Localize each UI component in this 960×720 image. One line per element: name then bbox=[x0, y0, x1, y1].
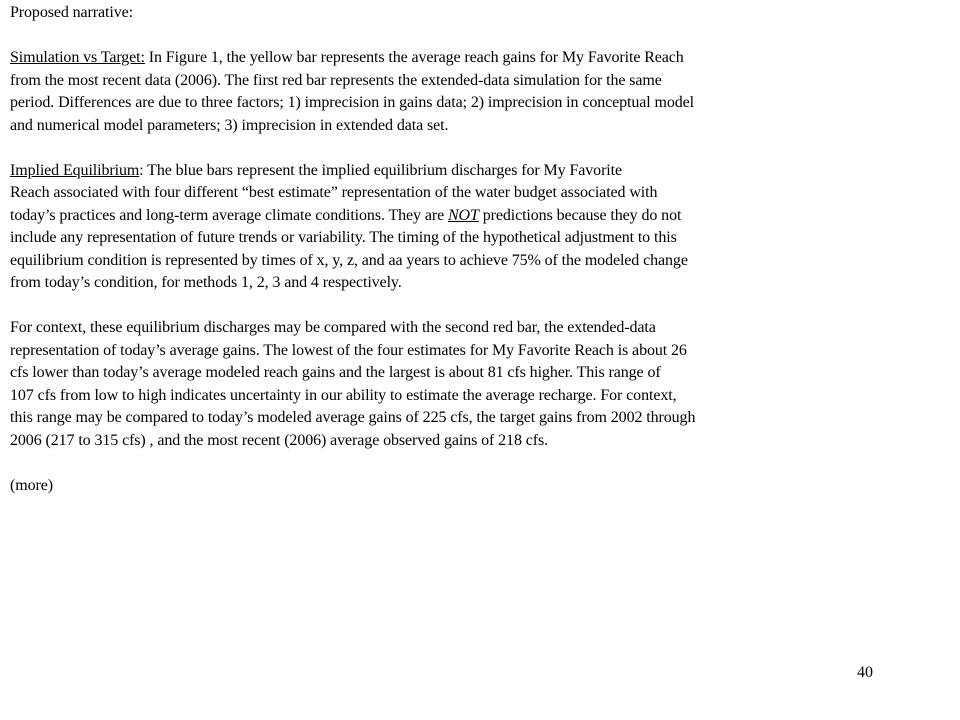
paragraph-line: equilibrium condition is represented by times of x, y, z, and aa years to achieve 75% of the modeled change bbox=[10, 251, 688, 269]
paragraph-line bbox=[10, 205, 840, 228]
paragraph-text: predictions because they do not bbox=[478, 206, 682, 224]
paragraph-line: this range may be compared to today’s modeled average gains of 225 cfs, the target gains from 2002 through bbox=[10, 409, 696, 426]
paragraph-line: include any representation of future trends or variability. The timing of the hypothetical adjustment to this bbox=[10, 229, 677, 246]
spacer bbox=[10, 295, 840, 318]
paragraph-line: and numerical model parameters; 3) imprecision in extended data set. bbox=[10, 116, 449, 134]
paragraph-text: today’s practices and long-term average climate conditions. They are bbox=[10, 206, 448, 224]
paragraph-text: : The blue bars represent the implied equilibrium discharges for My Favorite bbox=[139, 161, 623, 179]
paragraph-line: from today’s condition, for methods 1, 2, 3 and 4 respectively. bbox=[10, 274, 402, 291]
paragraph-line: 107 cfs from low to high indicates uncertainty in our ability to estimate the average recharge. For context, bbox=[10, 386, 677, 404]
implied-equilibrium-paragraph bbox=[10, 160, 840, 295]
paragraph-line: from the most recent data (2006). The first red bar represents the extended-data simulation for the same bbox=[10, 71, 662, 89]
paragraph-line: representation of today’s average gains. The lowest of the four estimates for My Favorite Reach is about 26 bbox=[10, 341, 687, 359]
emphasis-not: NOT bbox=[447, 206, 479, 224]
paragraph-line: period. Differences are due to three factors; 1) imprecision in gains data; 2) imprecision in conceptual model bbox=[10, 94, 695, 111]
paragraph-line: 2006 (217 to 315 cfs) , and the most recent (2006) average observed gains of 218 cfs. bbox=[10, 431, 549, 449]
spacer bbox=[10, 25, 840, 48]
context-paragraph bbox=[10, 317, 840, 452]
heading: Proposed narrative: bbox=[10, 4, 133, 21]
paragraph-text: In Figure 1, the yellow bar represents the average reach gains for My Favorite Reach bbox=[144, 49, 684, 66]
section-label-implied-equilibrium: Implied Equilibrium bbox=[10, 161, 140, 179]
page-number: 40 bbox=[857, 664, 873, 681]
paragraph-line bbox=[10, 47, 840, 70]
slide-body bbox=[10, 2, 840, 497]
paragraph-line: cfs lower than today’s average modeled reach gains and the largest is about 81 cfs higher. This range of bbox=[10, 364, 661, 381]
paragraph-line: Reach associated with four different “best estimate” representation of the water budget associated with bbox=[10, 184, 658, 201]
spacer bbox=[10, 137, 840, 160]
paragraph-line: For context, these equilibrium discharges may be compared with the second red bar, the extended-data bbox=[10, 319, 656, 336]
section-label-simulation-vs-target: Simulation vs Target: bbox=[10, 49, 145, 66]
spacer bbox=[10, 452, 840, 475]
paragraph-line bbox=[10, 160, 840, 183]
simulation-vs-target-paragraph bbox=[10, 47, 840, 137]
more-text: (more) bbox=[10, 476, 53, 494]
